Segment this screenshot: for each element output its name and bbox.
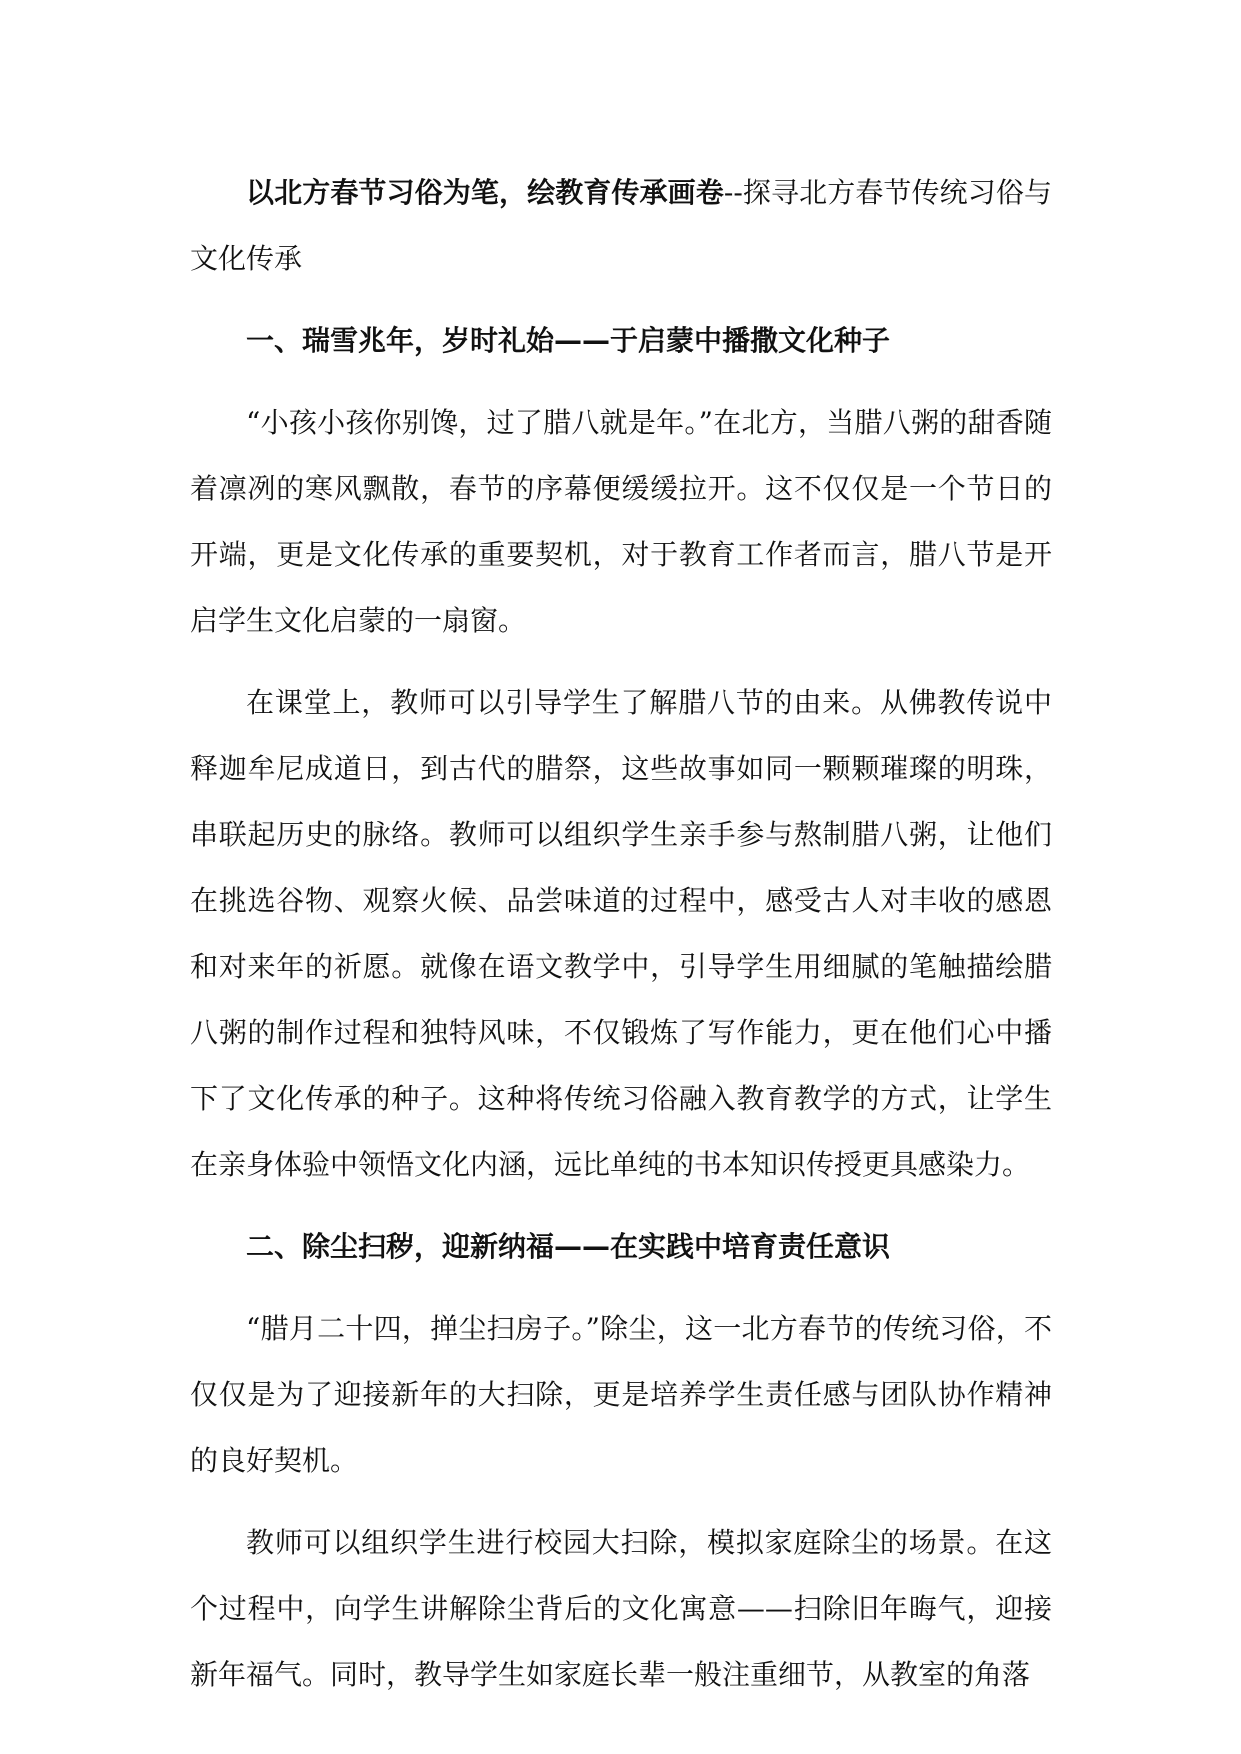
document-title (190, 160, 1052, 292)
section-1-paragraph-2: 在课堂上，教师可以引导学生了解腊八节的由来。从佛教传说中释迦牟尼成道日，到古代的腊祭，这些故事如同一颗颗璀璨的明珠，串联起历史的脉络。教师可以组织学生亲手参与熬制腊八粥，让他们在挑选谷物、观察火候、品尝味道的过程中，感受古人对丰收的感恩和对来年的祈愿。就像在语文教学中，引导学生用细腻的笔触描绘腊八粥的制作过程和独特风味，不仅锻炼了写作能力，更在他们心中播下了文化传承的种子。这种将传统习俗融入教育教学的方式，让学生在亲身体验中领悟文化内涵，远比单纯的书本知识传授更具感染力。 (190, 686, 1052, 1181)
section-1-heading: 一、瑞雪兆年，岁时礼始——于启蒙中播撒文化种子 (246, 324, 891, 357)
section-1-paragraph-1: “小孩小孩你别馋，过了腊八就是年。”在北方，当腊八粥的甜香随着凛冽的寒风飘散，春节的序幕便缓缓拉开。这不仅仅是一个节日的开端，更是文化传承的重要契机，对于教育工作者而言，腊八节是开启学生文化启蒙的一扇窗。 (190, 406, 1052, 637)
title-subtitle: --探寻北方春节传统习俗与文化传承 (190, 176, 1052, 275)
document-body (190, 160, 1052, 1708)
section-2-paragraph-2: 教师可以组织学生进行校园大扫除，模拟家庭除尘的场景。在这个过程中，向学生讲解除尘背后的文化寓意——扫除旧年晦气，迎接新年福气。同时，教导学生如家庭长辈一般注重细节，从教室的角落 (190, 1526, 1052, 1691)
section-2-heading: 二、除尘扫秽，迎新纳福——在实践中培育责任意识 (246, 1230, 891, 1263)
title-main: 以北方春节习俗为笔，绘教育传承画卷 (246, 176, 724, 209)
section-2-paragraph-1: “腊月二十四，掸尘扫房子。”除尘，这一北方春节的传统习俗，不仅仅是为了迎接新年的大扫除，更是培养学生责任感与团队协作精神的良好契机。 (190, 1312, 1052, 1477)
